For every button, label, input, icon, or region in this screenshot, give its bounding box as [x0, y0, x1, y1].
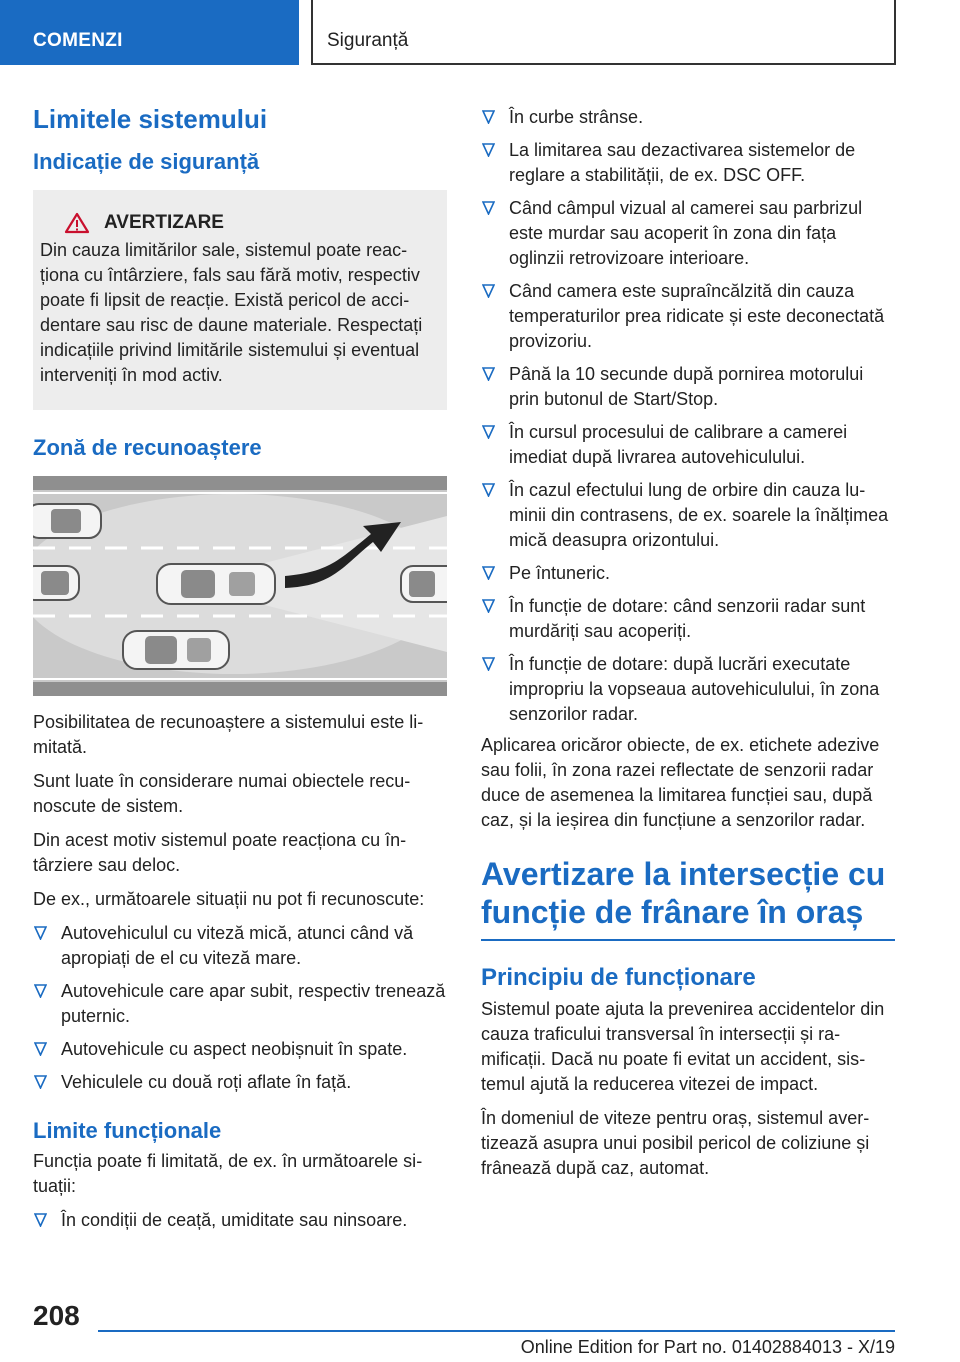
bullet-triangle-icon: [482, 110, 495, 124]
bullet-triangle-icon: [34, 1042, 47, 1056]
principle-heading: Principiu de funcționare: [481, 964, 756, 991]
section-divider: [481, 939, 895, 941]
bullet-triangle-icon: [482, 566, 495, 580]
paragraph-stickers: Aplicarea oricăror obiecte, de ex. etichete adezive sau folii, în zona razei reflectate de senzorii radar duce de asemenea la limitarea funcției sau, după caz, și la ieșirea din funcțiune a senzorilor radar.: [481, 735, 880, 830]
car-icon: [157, 564, 275, 604]
header-section-label: COMENZI: [33, 30, 123, 51]
header-section-tab: [0, 0, 299, 65]
list-item: Autovehiculul cu viteză mică, atunci când vă apropiați de el cu viteză mare.: [33, 921, 447, 971]
safety-heading: Indicație de siguranță: [33, 149, 260, 174]
limits-list: [33, 1208, 447, 1233]
list-item: Când camera este supraîncălzită din cauza temperaturilor prea ridicate și este deconectată provizoriu.: [481, 279, 895, 354]
warning-label: AVERTIZARE: [104, 212, 224, 233]
list-item: Când câmpul vizual al camerei sau parbrizul este murdar sau acoperit în zona din fața oglinzii retrovizoare interioare.: [481, 196, 895, 271]
bullet-triangle-icon: [482, 483, 495, 497]
list-item: Vehiculele cu două roți aflate în față.: [33, 1070, 447, 1095]
bullet-triangle-icon: [482, 284, 495, 298]
zone-heading: Zonă de recunoaștere: [33, 435, 262, 460]
paragraph-principle-1: Sistemul poate ajuta la prevenirea accidentelor din cauza traficului transversal în intersecții și ramificații. Dacă nu poate fi evitat un accident, sistemul ajută la reducerea vitezei de impact.: [481, 999, 885, 1094]
bullet-triangle-icon: [34, 984, 47, 998]
bullet-triangle-icon: [482, 425, 495, 439]
car-icon: [123, 631, 229, 669]
bullet-triangle-icon: [34, 1075, 47, 1089]
list-item: La limitarea sau dezactivarea sistemelor de reglare a stabilității, de ex. DSC OFF.: [481, 138, 895, 188]
header-chapter-label: Siguranță: [327, 30, 409, 51]
bullet-triangle-icon: [482, 201, 495, 215]
right-column: [481, 105, 895, 1190]
list-item: În condiții de ceață, umiditate sau ninsoare.: [33, 1208, 447, 1233]
paragraph-principle-2: În domeniul de viteze pentru oraș, sistemul avertizează asupra unui posibil pericol de coliziune și frânează după caz, automat.: [481, 1108, 870, 1178]
warning-box: [33, 190, 447, 410]
list-item: În funcție de dotare: după lucrări executate impropriu la vopseaua autovehiculului, în zona senzorilor radar.: [481, 652, 895, 727]
bullet-triangle-icon: [482, 367, 495, 381]
paragraph-limits-intro: Funcția poate fi limitată, de ex. în următoarele situații:: [33, 1151, 423, 1196]
footer-divider: [98, 1330, 895, 1332]
paragraph-recognized-objects: Sunt luate în considerare numai obiectele recunoscute de sistem.: [33, 771, 411, 816]
list-item: În cursul procesului de calibrare a camerei imediat după livrarea autovehiculului.: [481, 420, 895, 470]
list-item: Autovehicule cu aspect neobișnuit în spate.: [33, 1037, 447, 1062]
paragraph-reaction-delay: Din acest motiv sistemul poate reacționa cu întârziere sau deloc.: [33, 830, 407, 875]
list-item: Până la 10 secunde după pornirea motorului prin butonul de Start/Stop.: [481, 362, 895, 412]
detection-zone-illustration: [33, 476, 447, 696]
list-item: Pe întuneric.: [481, 561, 895, 586]
paragraph-examples-intro: De ex., următoarele situații nu pot fi recunoscute:: [33, 889, 425, 909]
car-icon: [401, 566, 447, 602]
footer-edition: Online Edition for Part no. 01402884013 - X/19: [520, 1337, 895, 1357]
section-title-limits: Limitele sistemului: [33, 104, 268, 134]
list-item: În cazul efectului lung de orbire din cauza luminii din contrasens, de ex. soarele la înălțimea mică deasupra orizontului.: [481, 478, 895, 553]
list-item: În curbe strânse.: [481, 105, 895, 130]
bullet-triangle-icon: [482, 657, 495, 671]
bullet-triangle-icon: [482, 143, 495, 157]
limits-list-continued: [481, 105, 895, 727]
paragraph-detection-limited: Posibilitatea de recunoaștere a sistemului este limitată.: [33, 712, 424, 757]
bullet-triangle-icon: [34, 926, 47, 940]
list-item: În funcție de dotare: când senzorii radar sunt murdăriți sau acoperiți.: [481, 594, 895, 644]
bullet-triangle-icon: [482, 599, 495, 613]
bullet-triangle-icon: [34, 1213, 47, 1227]
unrecognized-situations-list: [33, 921, 447, 1095]
car-icon: [33, 504, 101, 538]
header-chapter-box: [311, 0, 896, 65]
page-number: 208: [33, 1300, 80, 1331]
warning-title: [64, 212, 439, 234]
section-title-intersection-warning: Avertizare la intersecție cu funcție de frânare în oraș: [481, 856, 886, 930]
limits-heading: Limite funcționale: [33, 1118, 222, 1143]
list-item: Autovehicule care apar subit, respectiv trenează puternic.: [33, 979, 447, 1029]
warning-triangle-icon: [64, 212, 90, 234]
car-icon: [33, 566, 79, 600]
warning-text: Din cauza limitărilor sale, sistemul poate reacționa cu întârziere, fals sau fără motiv, respectiv poate fi lipsit de reacție. Există pericol de accidentare sau risc de daune materiale. Respectați indicațiile privind limitările sistemului și eventual interveniți în mod activ.: [40, 240, 423, 385]
left-column: [33, 100, 447, 1241]
